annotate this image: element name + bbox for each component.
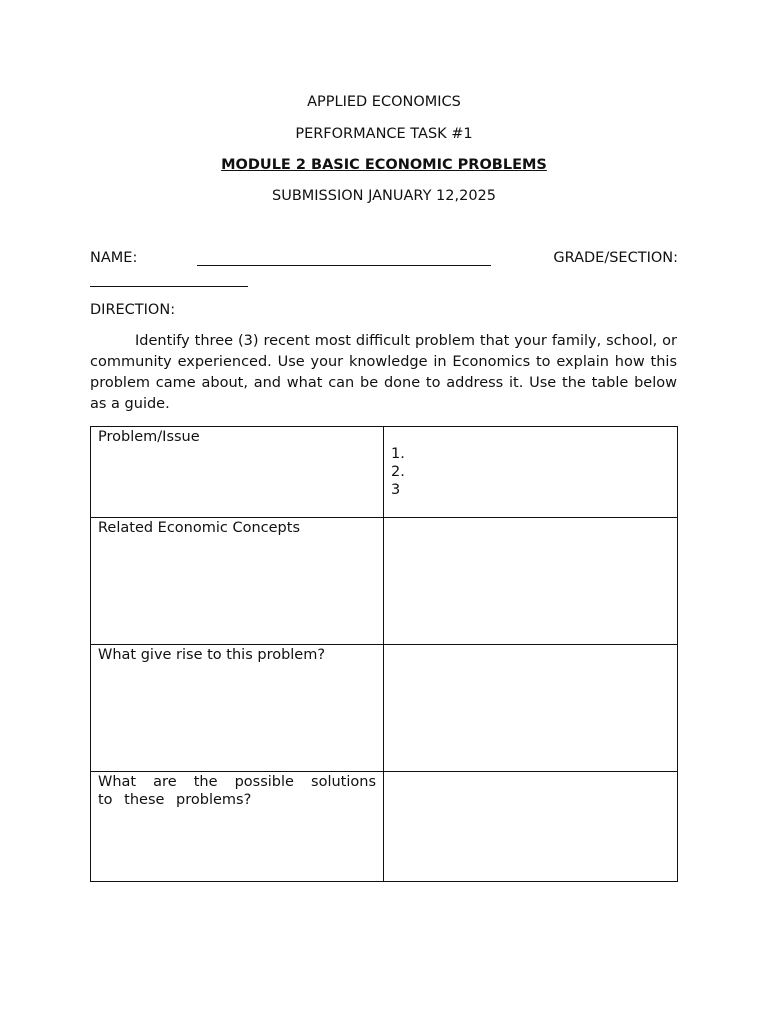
row-label-solutions: What are the possible solutions to these problems? — [91, 772, 384, 882]
module-heading — [0, 156, 768, 174]
problem-numbered-list — [391, 445, 670, 499]
submission-date: SUBMISSION JANUARY 12,2025 — [272, 188, 496, 204]
table-row — [91, 427, 678, 518]
guide-table — [90, 426, 678, 882]
answer-cell-problem[interactable] — [384, 427, 678, 518]
list-item: 2. — [391, 464, 405, 480]
answer-cell-concepts[interactable] — [384, 518, 678, 645]
name-label: NAME: — [90, 250, 138, 266]
table-row — [91, 772, 678, 882]
table-row — [91, 518, 678, 645]
list-item: 1. — [391, 446, 405, 462]
answer-cell-solutions[interactable] — [384, 772, 678, 882]
name-blank-line[interactable] — [197, 265, 491, 266]
module-heading-text: MODULE 2 BASIC ECONOMIC PROBLEMS — [221, 157, 547, 173]
task-title: PERFORMANCE TASK #1 — [295, 126, 473, 142]
row-label-problem: Problem/Issue — [91, 427, 384, 518]
row-label-cause: What give rise to this problem? — [91, 645, 384, 772]
subject-title: APPLIED ECONOMICS — [307, 94, 461, 110]
table-row — [91, 645, 678, 772]
answer-cell-cause[interactable] — [384, 645, 678, 772]
direction-text: Identify three (3) recent most difficult problem that your family, school, or community experienced. Use your knowledge in Economics to explain how this problem came about, and what can be done to address it. Use the table below as a guide. — [90, 333, 677, 412]
name-row — [90, 249, 678, 267]
row-label-concepts: Related Economic Concepts — [91, 518, 384, 645]
list-item: 3 — [391, 482, 401, 498]
direction-label: DIRECTION: — [90, 302, 176, 318]
grade-section-blank-line[interactable] — [90, 286, 248, 287]
grade-section-label: GRADE/SECTION: — [553, 250, 678, 266]
